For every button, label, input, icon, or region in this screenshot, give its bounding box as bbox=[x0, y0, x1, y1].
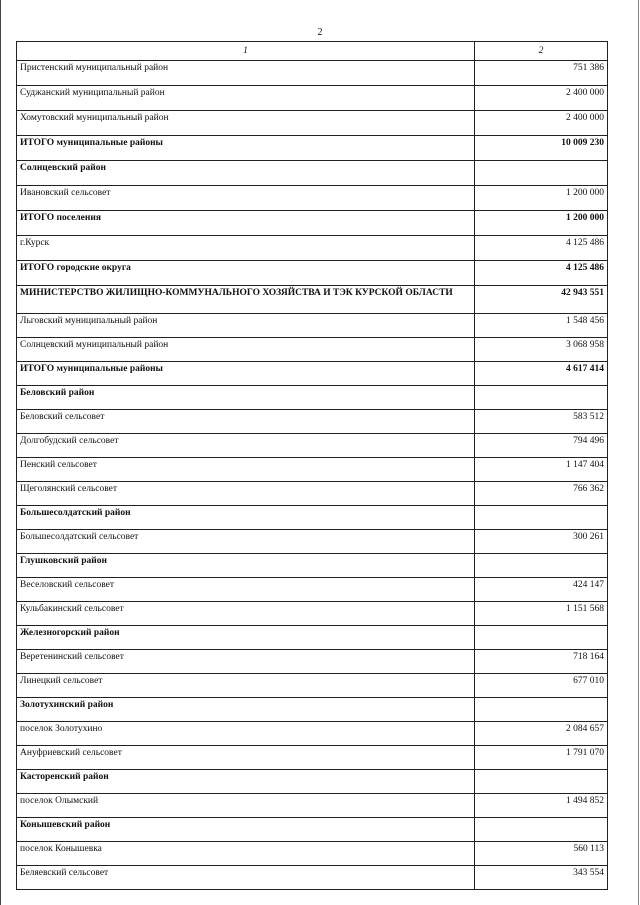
table-row bbox=[17, 578, 608, 602]
table-row bbox=[17, 286, 608, 314]
row-name: поселок Олымский bbox=[17, 794, 475, 818]
row-value: 1 200 000 bbox=[475, 211, 608, 236]
row-name: Кульбакинский сельсовет bbox=[17, 602, 475, 626]
row-value: 560 113 bbox=[475, 842, 608, 866]
row-name: поселок Конышевка bbox=[17, 842, 475, 866]
row-value: 718 164 bbox=[475, 650, 608, 674]
row-name: МИНИСТЕРСТВО ЖИЛИЩНО-КОММУНАЛЬНОГО ХОЗЯЙСТВА И ТЭК КУРСКОЙ ОБЛАСТИ bbox=[17, 286, 475, 314]
row-value: 1 494 852 bbox=[475, 794, 608, 818]
row-name: ИТОГО поселения bbox=[17, 211, 475, 236]
row-value bbox=[475, 554, 608, 578]
row-name: Пристенский муниципальный район bbox=[17, 61, 475, 86]
row-name: Глушковский район bbox=[17, 554, 475, 578]
table-row bbox=[17, 530, 608, 554]
row-name: Суджанский муниципальный район bbox=[17, 86, 475, 111]
row-name: Щеголянский сельсовет bbox=[17, 482, 475, 506]
table-row bbox=[17, 674, 608, 698]
row-value: 300 261 bbox=[475, 530, 608, 554]
row-value: 2 400 000 bbox=[475, 86, 608, 111]
row-value: 766 362 bbox=[475, 482, 608, 506]
page-edge-right bbox=[638, 0, 639, 905]
row-value: 751 386 bbox=[475, 61, 608, 86]
table-row bbox=[17, 362, 608, 386]
column-header-2: 2 bbox=[475, 42, 608, 61]
table-row bbox=[17, 794, 608, 818]
row-name: Большесолдатский сельсовет bbox=[17, 530, 475, 554]
row-value bbox=[475, 386, 608, 410]
row-value: 4 125 486 bbox=[475, 261, 608, 286]
row-name: Веселовский сельсовет bbox=[17, 578, 475, 602]
table-row bbox=[17, 458, 608, 482]
table-row bbox=[17, 314, 608, 338]
row-name: ИТОГО муниципальные районы bbox=[17, 362, 475, 386]
table-row bbox=[17, 650, 608, 674]
row-value: 1 200 000 bbox=[475, 186, 608, 211]
row-value: 4 125 486 bbox=[475, 236, 608, 261]
table-body bbox=[17, 42, 608, 890]
table-row bbox=[17, 866, 608, 890]
row-value: 2 400 000 bbox=[475, 111, 608, 136]
row-name: Касторенский район bbox=[17, 770, 475, 794]
row-name: Беловский район bbox=[17, 386, 475, 410]
row-name: Хомутовский муниципальный район bbox=[17, 111, 475, 136]
table-row bbox=[17, 842, 608, 866]
table-header-row bbox=[17, 42, 608, 61]
row-value: 10 009 230 bbox=[475, 136, 608, 161]
table-row bbox=[17, 410, 608, 434]
row-value: 4 617 414 bbox=[475, 362, 608, 386]
row-name: г.Курск bbox=[17, 236, 475, 261]
table-row bbox=[17, 111, 608, 136]
row-value: 424 147 bbox=[475, 578, 608, 602]
table-row bbox=[17, 602, 608, 626]
row-name: Большесолдатский район bbox=[17, 506, 475, 530]
table-row bbox=[17, 261, 608, 286]
row-value: 3 068 958 bbox=[475, 338, 608, 362]
row-name: Долгобудский сельсовет bbox=[17, 434, 475, 458]
table-row bbox=[17, 161, 608, 186]
row-value bbox=[475, 818, 608, 842]
column-header-1: 1 bbox=[17, 42, 475, 61]
table-row bbox=[17, 386, 608, 410]
row-name: поселок Золотухино bbox=[17, 722, 475, 746]
row-name: Беляевский сельсовет bbox=[17, 866, 475, 890]
table-row bbox=[17, 236, 608, 261]
table-row bbox=[17, 818, 608, 842]
table-row bbox=[17, 698, 608, 722]
row-name: ИТОГО городские округа bbox=[17, 261, 475, 286]
row-value: 583 512 bbox=[475, 410, 608, 434]
table-row bbox=[17, 770, 608, 794]
row-name: Линецкий сельсовет bbox=[17, 674, 475, 698]
table-row bbox=[17, 211, 608, 236]
row-value bbox=[475, 770, 608, 794]
row-name: Веретенинский сельсовет bbox=[17, 650, 475, 674]
table-row bbox=[17, 136, 608, 161]
table-row bbox=[17, 626, 608, 650]
row-value: 1 147 404 bbox=[475, 458, 608, 482]
table-row bbox=[17, 434, 608, 458]
row-value: 42 943 551 bbox=[475, 286, 608, 314]
row-name: Золотухинский район bbox=[17, 698, 475, 722]
page-edge-left bbox=[0, 0, 1, 905]
table-row bbox=[17, 186, 608, 211]
row-name: Ивановский сельсовет bbox=[17, 186, 475, 211]
row-value: 1 791 070 bbox=[475, 746, 608, 770]
row-name: Льговский муниципальный район bbox=[17, 314, 475, 338]
table-row bbox=[17, 722, 608, 746]
row-name: ИТОГО муниципальные районы bbox=[17, 136, 475, 161]
row-value: 794 496 bbox=[475, 434, 608, 458]
row-value: 677 010 bbox=[475, 674, 608, 698]
row-value: 1 151 568 bbox=[475, 602, 608, 626]
row-value: 343 554 bbox=[475, 866, 608, 890]
table-row bbox=[17, 746, 608, 770]
table-row bbox=[17, 86, 608, 111]
row-name: Пенский сельсовет bbox=[17, 458, 475, 482]
row-value bbox=[475, 698, 608, 722]
table-row bbox=[17, 61, 608, 86]
row-value bbox=[475, 506, 608, 530]
row-value: 2 084 657 bbox=[475, 722, 608, 746]
table-row bbox=[17, 482, 608, 506]
row-name: Конышевский район bbox=[17, 818, 475, 842]
row-value bbox=[475, 626, 608, 650]
row-name: Беловский сельсовет bbox=[17, 410, 475, 434]
table-row bbox=[17, 554, 608, 578]
row-name: Ануфриевский сельсовет bbox=[17, 746, 475, 770]
row-name: Солнцевский муниципальный район bbox=[17, 338, 475, 362]
table-row bbox=[17, 506, 608, 530]
row-value: 1 548 456 bbox=[475, 314, 608, 338]
row-name: Железногорский район bbox=[17, 626, 475, 650]
table-row bbox=[17, 338, 608, 362]
budget-table bbox=[16, 41, 608, 890]
row-value bbox=[475, 161, 608, 186]
page-number: 2 bbox=[317, 27, 323, 38]
row-name: Солнцевский район bbox=[17, 161, 475, 186]
